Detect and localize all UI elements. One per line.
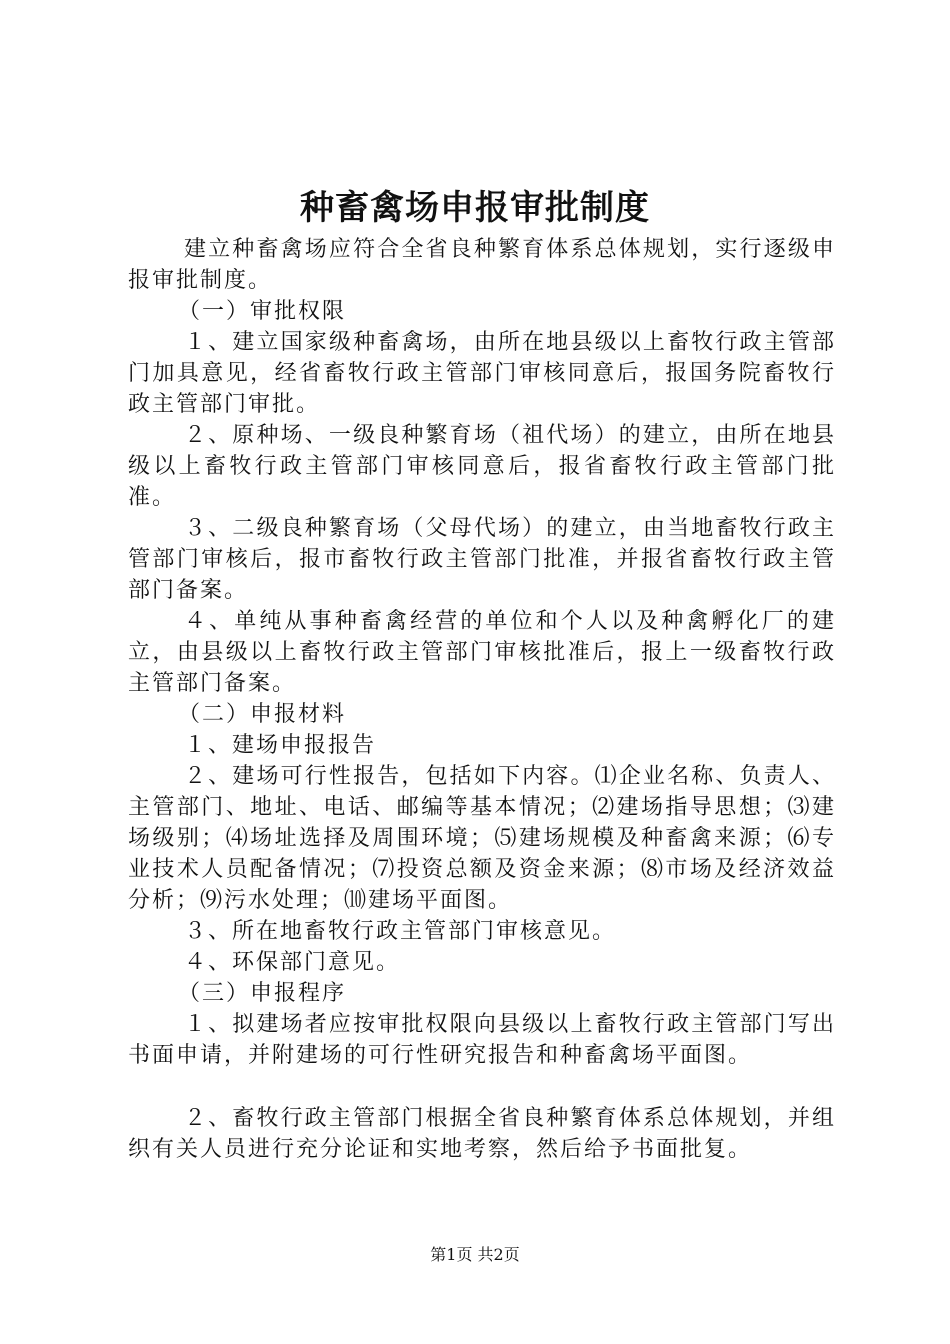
- materials-item-4: ４、环保部门意见。: [184, 950, 401, 975]
- section-heading-procedure: （三）申报程序: [178, 981, 347, 1006]
- authority-item-4: ４、单纯从事种畜禽经营的单位和个人以及种禽孵化厂的建立，由县级以上畜牧行政主管部门审核批准后，报上一级畜牧行政主管部门备案。: [128, 609, 836, 696]
- paragraph-spacer: [128, 1071, 836, 1103]
- page-footer: 第1页 共2页: [430, 1245, 520, 1264]
- document-body: [128, 234, 836, 1165]
- authority-item-3: ３、二级良种繁育场（父母代场）的建立，由当地畜牧行政主管部门审核后，报市畜牧行政主管部门批准，并报省畜牧行政主管部门备案。: [128, 516, 836, 603]
- intro-paragraph: 建立种畜禽场应符合全省良种繁育体系总体规划，实行逐级申报审批制度。: [128, 237, 836, 293]
- materials-item-3: ３、所在地畜牧行政主管部门审核意见。: [184, 919, 617, 944]
- document-title: 种畜禽场申报审批制度: [300, 188, 650, 228]
- procedure-item-1: １、拟建场者应按审批权限向县级以上畜牧行政主管部门写出书面申请，并附建场的可行性研究报告和种畜禽场平面图。: [128, 1012, 836, 1068]
- materials-item-2: ２、建场可行性报告，包括如下内容。⑴企业名称、负责人、主管部门、地址、电话、邮编等基本情况；⑵建场指导思想；⑶建场级别；⑷场址选择及周围环境；⑸建场规模及种畜禽来源；⑹专业技术人员配备情况；⑺投资总额及资金来源；⑻市场及经济效益分析；⑼污水处理；⑽建场平面图。: [128, 764, 836, 913]
- section-heading-approval-authority: （一）审批权限: [178, 299, 347, 324]
- procedure-item-2: ２、畜牧行政主管部门根据全省良种繁育体系总体规划，并组织有关人员进行充分论证和实地考察，然后给予书面批复。: [128, 1106, 836, 1162]
- authority-item-2: ２、原种场、一级良种繁育场（祖代场）的建立，由所在地县级以上畜牧行政主管部门审核同意后，报省畜牧行政主管部门批准。: [128, 423, 836, 510]
- materials-item-1: １、建场申报报告: [184, 733, 377, 758]
- section-heading-materials: （二）申报材料: [178, 702, 347, 727]
- authority-item-1: １、建立国家级种畜禽场，由所在地县级以上畜牧行政主管部门加具意见，经省畜牧行政主管部门审核同意后，报国务院畜牧行政主管部门审批。: [128, 330, 836, 417]
